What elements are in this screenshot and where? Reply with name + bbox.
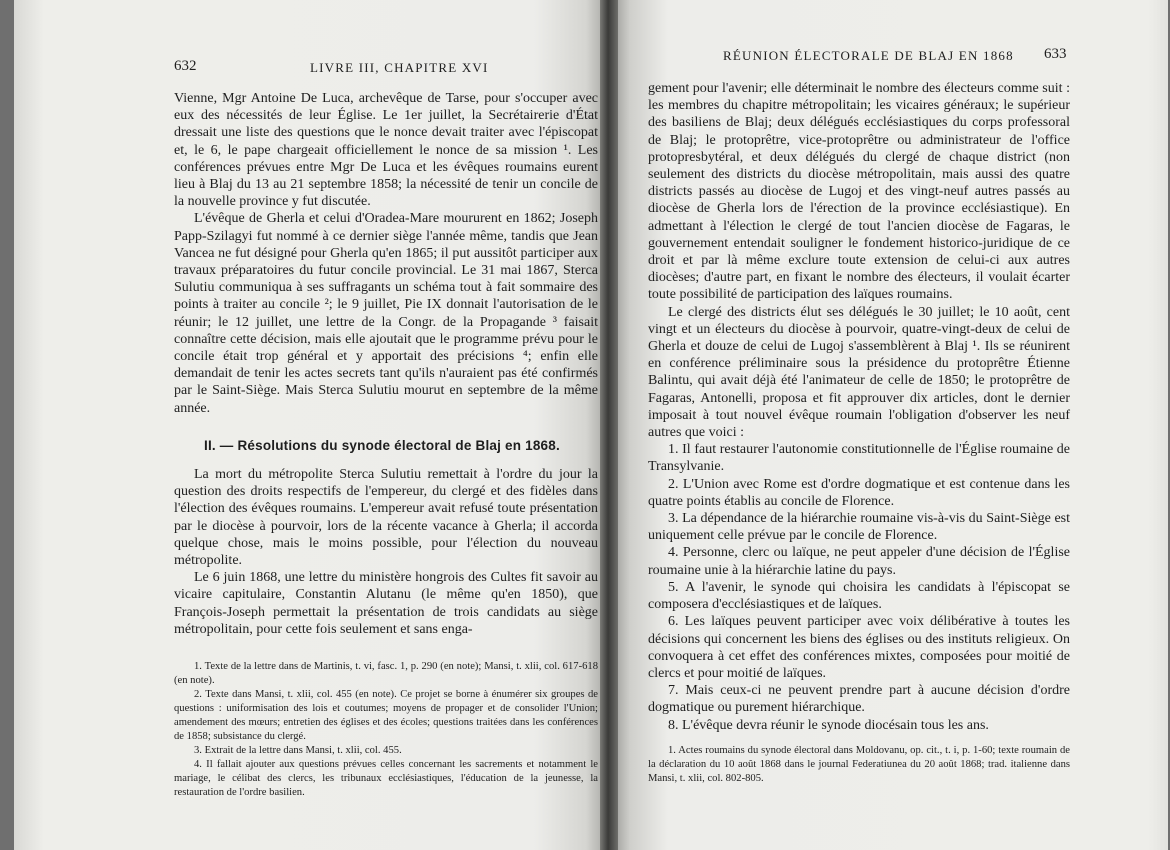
paragraph: La mort du métropolite Sterca Sulutiu remettait à l'ordre du jour la question des droits respectifs de l'empereur, du clergé et des fidèles dans l'élection des évêques roumains. L'empereur avait refusé toute présentation par le diocèse à pourvoir, lors de la récente vacance à Gherla; il accorda quelque chose, mais le moins possible, pour l'élection du nouveau métropolite. (174, 467, 598, 569)
footnote: 3. Extrait de la lettre dans Mansi, t. xlii, col. 455. (194, 745, 402, 756)
list-item: 7. Mais ceux-ci ne peuvent prendre part à aucune décision d'ordre dogmatique ou purement hiérarchique. (648, 683, 1070, 716)
paragraph: Le clergé des districts élut ses délégués le 30 juillet; le 10 août, cent vingt et un électeurs du diocèse à pourvoir, quatre-vingt-deux de celui de Gherla et douze de celui de Lugoj s'assemblèrent à Blaj ¹. Ils se réunirent en conférence préliminaire sous la présidence du protoprêtre Étienne Balintu, qui avait déjà été l'animateur de celle de 1850; le protoprêtre de Fagaras, Antonelli, proposa et fit approuver dix articles, dont le dernier imposait à tout nouvel évêque roumain l'obligation d'observer les neuf autres que voici : (648, 304, 1070, 441)
paragraph: gement pour l'avenir; elle déterminait le nombre des électeurs comme suit : les membres du chapitre métropolitain; les vicaires généraux; le supérieur des basiliens de Blaj; deux délégués ecclésiastiques du corps professoral de Blaj; le protoprêtre, vice-protoprêtre ou administrateur de l'office protopresbytéral, et deux délégués du clergé de chaque district (non seulement des districts du diocèse métropolitain, mais aussi des quatre districts passés au diocèse de Lugoj et des vingt-neuf autres passés au diocèse de Gherla lors de l'érection de la province ecclésiastique). En admettant à l'élection le clergé de tout l'ancien diocèse de Fagaras, le gouvernement entendait souligner le fondement historico-juridique de ce droit et par là même exclure toute extension de celui-ci aux autres diocèses; d'autre part, en fixant le nombre des électeurs, il voulait écarter toute possibilité de participation des laïques roumains. (648, 81, 1070, 303)
list-item: 6. Les laïques peuvent participer avec voix délibérative à toutes les décisions qui concernent les biens des églises ou des instituts religieux. On convoquera à cet effet des conférences mixtes, composées pour moitié de clercs et pour moitié de laïques. (648, 614, 1070, 681)
list-item: 5. A l'avenir, le synode qui choisira les candidats à l'épiscopat se composera d'ecclésiastiques et de laïques. (648, 579, 1070, 613)
paragraph: Le 6 juin 1868, une lettre du ministère hongrois des Cultes fit savoir au vicaire capitulaire, Constantin Alutanu (le même qu'en 1850), que François-Joseph permettait la présentation de trois candidats au siège métropolitain, pour cette fois seulement et sans enga- (174, 570, 598, 637)
list-item: 8. L'évêque devra réunir le synode diocésain tous les ans. (668, 717, 989, 733)
paragraph: L'évêque de Gherla et celui d'Oradea-Mare moururent en 1862; Joseph Papp-Szilagyi fut nommé à ce dernier siège l'année même, tandis que Jean Vancea ne fut désigné pour Gherla qu'en 1865; il put aussitôt participer aux travaux préparatoires du futur concile provincial. Le 31 mai 1867, Sterca Sulutiu communiqua à ses suffragants un schéma tout à fait sommaire des points à traiter au concile ²; le 9 juillet, Pie IX donnait l'autorisation de le réunir; le 12 juillet, une lettre de la Congr. de la Propagande ³ faisait connaître cette décision, mais elle ajoutait que le programme prévu pour le concile était trop général et y apportait des précisions ⁴; enfin elle demandait de tenir les actes secrets tant qu'ils n'auraient pas été confirmés par le Saint-Siège. Mais Sterca Sulutiu mourut en septembre de la même année. (174, 211, 598, 416)
paragraph: Vienne, Mgr Antoine De Luca, archevêque de Tarse, pour s'occuper avec eux des nécessités de leur Église. Le 1er juillet, la Secrétairerie d'État dressait une liste des questions que le nonce devait traiter avec l'épiscopat et, le 6, le pape chargeait officiellement le nonce de sa mission ¹. Les conférences prévues entre Mgr De Luca et les évêques roumains eurent lieu à Blaj du 13 au 21 septembre 1858; la nécessité de tenir un concile de la nouvelle province y fut discutée. (174, 91, 598, 210)
list-item: 2. L'Union avec Rome est d'ordre dogmatique et est contenue dans les quatre points établis au concile de Florence. (648, 476, 1070, 509)
footnote: 1. Texte de la lettre dans de Martinis, t. vi, fasc. 1, p. 290 (en note); Mansi, t. xlii, col. 617-618 (en note). (174, 661, 598, 686)
section-heading: II. — Résolutions du synode électoral de Blaj en 1868. (204, 438, 560, 453)
book-gutter (600, 0, 618, 850)
footnote: 2. Texte dans Mansi, t. xlii, col. 455 (en note). Ce projet se borne à énumérer six groupes de questions : uniformisation des lois et coutumes; moyens de propager et de consolider l'Union; amendement des mœurs; entretien des églises et des écoles; questions traitées dans les conférences de 1858; subsistance du clergé. (174, 689, 598, 742)
running-head-left: LIVRE III, CHAPITRE XVI (310, 60, 489, 75)
footnote: 1. Actes roumains du synode électoral dans Moldovanu, op. cit., t. i, p. 1-60; texte roumain de la déclaration du 10 août 1868 dans le journal Federatiunea du 20 août 1868; trad. italienne dans Mansi, t. xlii, col. 802-805. (648, 745, 1070, 784)
left-body-text (174, 90, 598, 417)
right-page (608, 0, 1168, 850)
page-number-left: 632 (174, 58, 197, 74)
running-head-right: RÉUNION ÉLECTORALE DE BLAJ EN 1868 (723, 48, 1014, 63)
page-number-right: 633 (1044, 46, 1067, 62)
list-item: 4. Personne, clerc ou laïque, ne peut appeler d'une décision de l'Église roumaine unie à la hiérarchie latine du pays. (648, 545, 1070, 578)
right-footnotes (648, 744, 1070, 786)
left-footnotes (174, 660, 598, 800)
left-section-text (174, 466, 598, 638)
list-item: 1. Il faut restaurer l'autonomie constitutionnelle de l'Église roumaine de Transylvanie. (648, 442, 1070, 475)
left-page (14, 0, 608, 850)
footnote: 4. Il fallait ajouter aux questions prévues celles concernant les sacrements et notamment le mariage, le célibat des clercs, les tribunaux ecclésiastiques, l'éducation de la jeunesse, la restauration de l'ordre basilien. (174, 759, 598, 798)
list-item: 3. La dépendance de la hiérarchie roumaine vis-à-vis du Saint-Siège est uniquement celle prévue par le concile de Florence. (648, 511, 1070, 544)
right-body-text (648, 80, 1070, 734)
